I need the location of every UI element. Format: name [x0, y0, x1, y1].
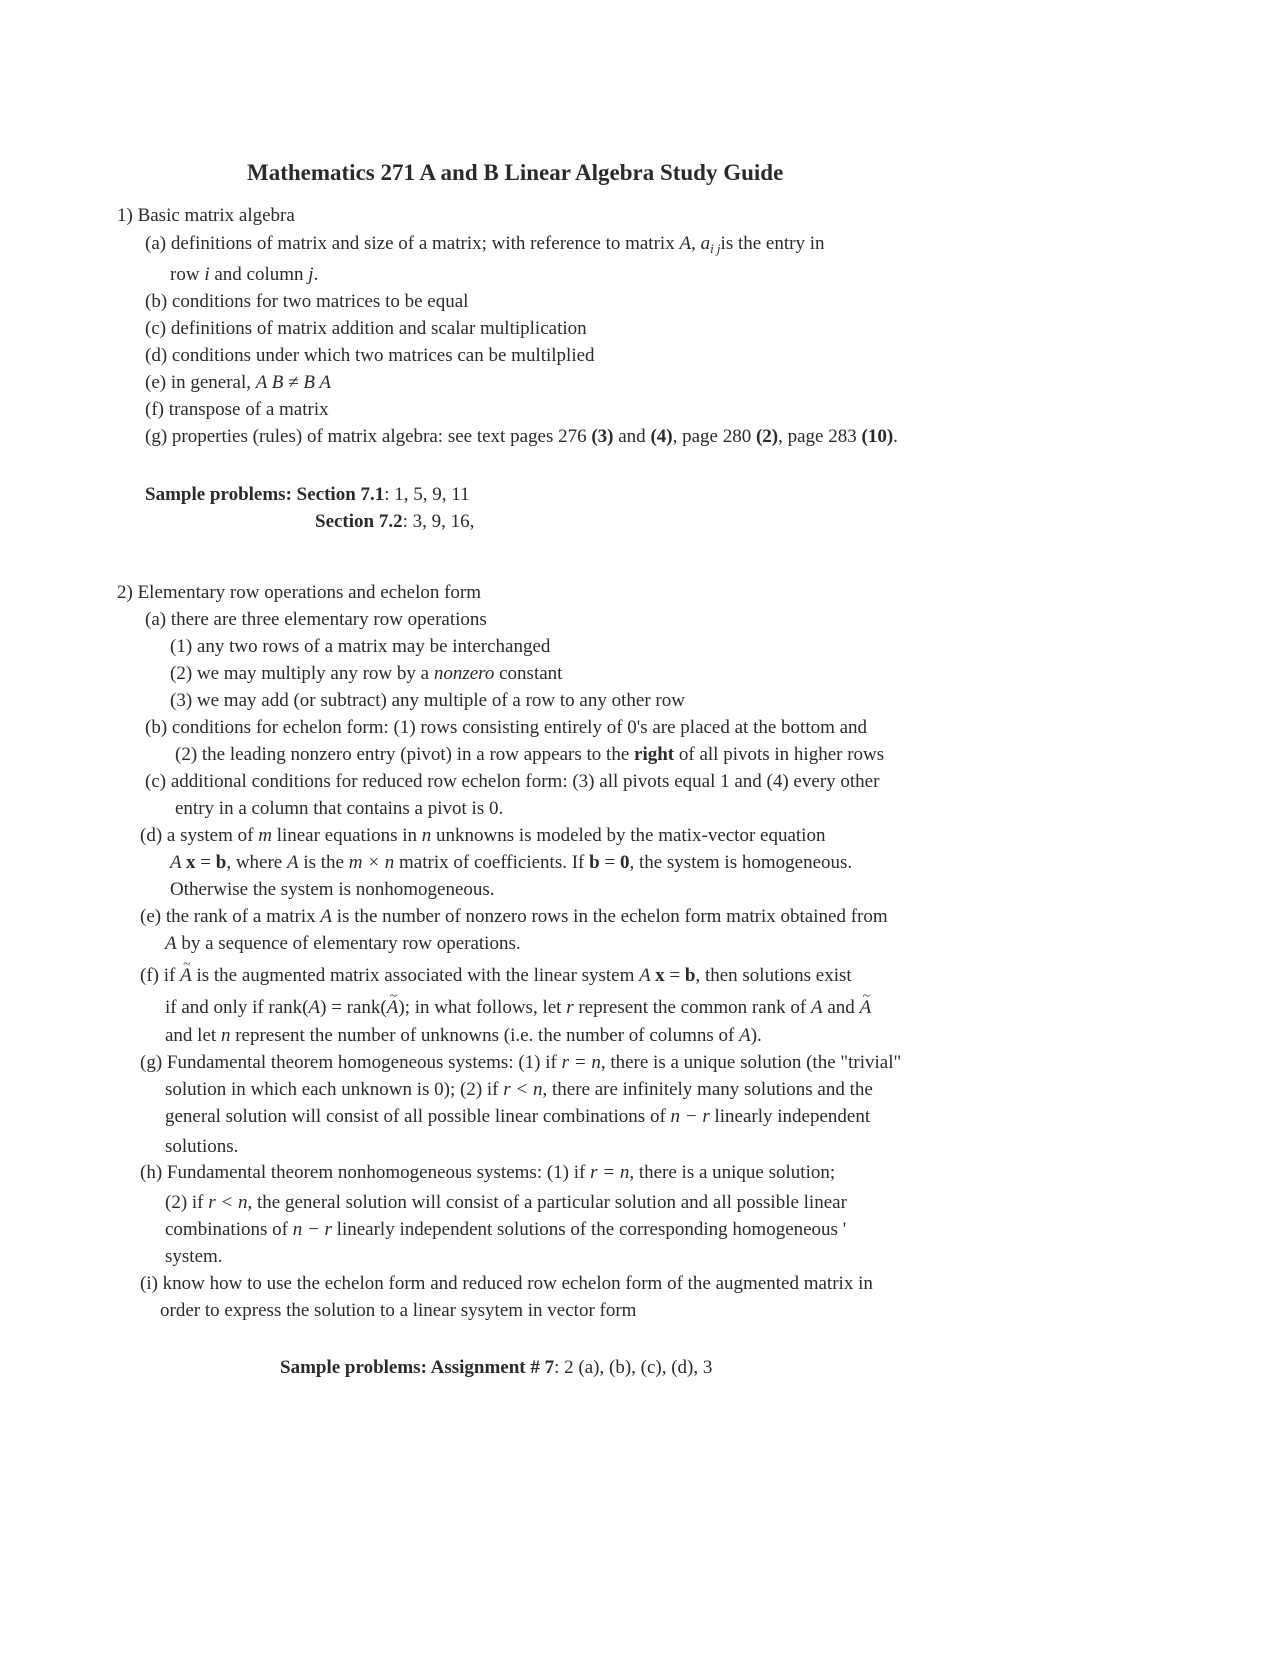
section1-item-d: (d) conditions under which two matrices can be multilplied — [145, 345, 595, 366]
section1-sample-problems: Sample problems: Section 7.1: 1, 5, 9, 11 — [145, 484, 470, 505]
section1-item-c: (c) definitions of matrix addition and scalar multiplication — [145, 318, 587, 339]
section2-item-a3: (3) we may add (or subtract) any multiple of a row to any other row — [170, 690, 685, 711]
section2-item-f: (f) if ~ A is the augmented matrix associated with the linear system A x = b, then solutions exist — [140, 965, 852, 987]
section2-item-b-cont: (2) the leading nonzero entry (pivot) in a row appears to the right of all pivots in higher rows — [175, 744, 885, 765]
section1-item-f: (f) transpose of a matrix — [145, 399, 329, 420]
section1-item-a-cont: row i and column j. — [170, 264, 319, 285]
section2-item-i: (i) know how to use the echelon form and reduced row echelon form of the augmented matrix in — [140, 1273, 873, 1294]
section2-item-c: (c) additional conditions for reduced row echelon form: (3) all pivots equal 1 and (4) every other — [145, 771, 880, 792]
section2-item-e-cont: A by a sequence of elementary row operations. — [165, 933, 521, 954]
section2-item-g-cont2: general solution will consist of all possible linear combinations of n − r linearly independent — [165, 1106, 871, 1127]
section2-item-f-cont2: and let n represent the number of unknowns (i.e. the number of columns of A). — [165, 1025, 762, 1046]
section2-item-c-cont: entry in a column that contains a pivot is 0. — [175, 798, 504, 819]
section2-item-h-cont2: combinations of n − r linearly independent solutions of the corresponding homogeneous ' — [165, 1219, 847, 1240]
section2-item-g-cont: solution in which each unknown is 0); (2) if r < n, there are infinitely many solutions and the — [165, 1079, 873, 1100]
section1-item-e: (e) in general, A B ≠ B A — [145, 372, 331, 393]
section2-item-i-cont: order to express the solution to a linear sysytem in vector form — [160, 1300, 637, 1321]
section2-item-b: (b) conditions for echelon form: (1) rows consisting entirely of 0's are placed at the bottom and — [145, 717, 868, 738]
section1-item-g: (g) properties (rules) of matrix algebra: see text pages 276 (3) and (4), page 280 (2), page 283 (10). — [145, 426, 898, 447]
section2-sample-problems: Sample problems: Assignment # 7: 2 (a), (b), (c), (d), 3 — [280, 1357, 713, 1378]
section2-item-a: (a) there are three elementary row operations — [145, 609, 487, 630]
section2-heading: 2) Elementary row operations and echelon form — [117, 582, 482, 603]
section2-item-a1: (1) any two rows of a matrix may be interchanged — [170, 636, 551, 657]
section1-heading: 1) Basic matrix algebra — [117, 205, 295, 226]
section2-item-f-cont: if and only if rank(A) = rank(~ A); in what follows, let r represent the common rank of A and ~ A — [165, 997, 871, 1019]
section2-item-d: (d) a system of m linear equations in n unknowns is modeled by the matix-vector equation — [140, 825, 826, 846]
section1-sample-problems-cont: Section 7.2: 3, 9, 16, — [315, 511, 475, 532]
section2-item-d-cont: A x = b, where A is the m × n matrix of coefficients. If b = 0, the system is homogeneous. — [170, 852, 853, 873]
section2-item-d-cont2: Otherwise the system is nonhomogeneous. — [170, 879, 495, 900]
section2-item-e: (e) the rank of a matrix A is the number of nonzero rows in the echelon form matrix obtained from — [140, 906, 888, 927]
section2-item-h: (h) Fundamental theorem nonhomogeneous systems: (1) if r = n, there is a unique solution; — [140, 1162, 836, 1183]
section2-item-g: (g) Fundamental theorem homogeneous systems: (1) if r = n, there is a unique solution (the "trivial" — [140, 1052, 902, 1073]
section2-item-a2: (2) we may multiply any row by a nonzero constant — [170, 663, 563, 684]
section1-item-b: (b) conditions for two matrices to be equal — [145, 291, 469, 312]
section1-item-a: (a) definitions of matrix and size of a matrix; with reference to matrix A, $a_{i j}is$ the entry in — [145, 233, 825, 256]
section2-item-h-cont: (2) if r < n, the general solution will consist of a particular solution and all possible linear — [165, 1192, 847, 1213]
section2-item-g-cont3: solutions. — [165, 1136, 239, 1157]
section2-item-h-cont3: system. — [165, 1246, 223, 1267]
page-title: Mathematics 271 A and B Linear Algebra Study Guide — [247, 160, 784, 185]
